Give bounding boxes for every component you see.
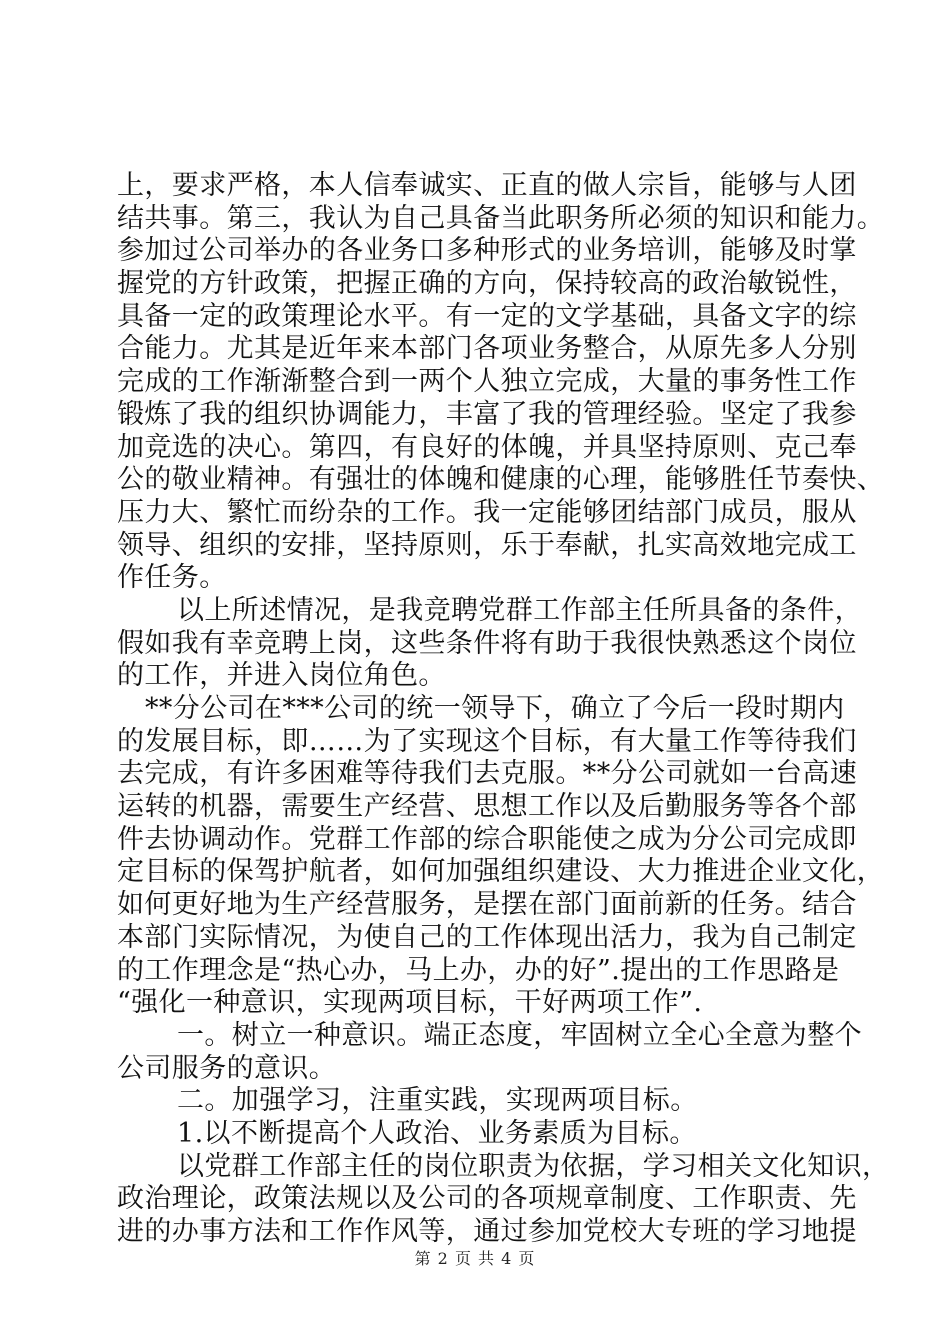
subheading-line: 1.以不断提高个人政治、业务素质为目标。 [177,1117,697,1149]
text-line: 锻炼了我的组织协调能力，丰富了我的管理经验。坚定了我参 [117,398,857,430]
text-line: 上，要求严格，本人信奉诚实、正直的做人宗旨，能够与人团 [117,170,857,201]
document-body [117,170,890,1249]
text-line: 的工作理念是“热心办，马上办，办的好”.提出的工作思路是 [117,954,840,986]
text-line: 本部门实际情况，为使自己的工作体现出活力，我为自己制定 [117,921,857,953]
text-line: 作任务。 [117,562,227,594]
text-line: 的发展目标，即……为了实现这个目标，有大量工作等待我们 [117,725,857,757]
text-line: 的工作，并进入岗位角色。 [117,660,446,692]
text-line: 公司服务的意识。 [117,1052,337,1084]
text-line: 加竞选的决心。第四，有良好的体魄，并具坚持原则、克己奉 [117,431,857,463]
text-line: 定目标的保驾护航者，如何加强组织建设、大力推进企业文化， [117,856,885,888]
text-line: 具备一定的政策理论水平。有一定的文学基础，具备文字的综 [117,300,857,332]
text-line: 参加过公司举办的各业务口多种形式的业务培训，能够及时掌 [117,235,857,267]
text-line: 完成的工作渐渐整合到一两个人独立完成，大量的事务性工作 [117,366,857,398]
text-line: 进的办事方法和工作作风等，通过参加党校大专班的学习地提 [117,1216,857,1247]
text-line: 假如我有幸竞聘上岗，这些条件将有助于我很快熟悉这个岗位 [117,627,857,659]
text-line: “强化一种意识，实现两项目标，干好两项工作”. [117,987,703,1019]
text-line: 运转的机器，需要生产经营、思想工作以及后勤服务等各个部 [117,791,857,823]
text-line: 压力大、繁忙而纷杂的工作。我一定能够团结部门成员，服从 [117,496,857,528]
text-line: 公的敬业精神。有强壮的体魄和健康的心理，能够胜任节奏快、 [117,464,885,496]
text-line: 政治理论，政策法规以及公司的各项规章制度、工作职责、先 [117,1183,857,1215]
paragraph-start-line: **分公司在***公司的统一领导下，确立了今后一段时期内 [145,693,845,724]
heading-line: 一。树立一种意识。端正态度，牢固树立全心全意为整个 [177,1019,862,1051]
text-line: 握党的方针政策，把握正确的方向，保持较高的政治敏锐性， [117,268,857,300]
text-line: 如何更好地为生产经营服务，是摆在部门面前新的任务。结合 [117,889,857,921]
page-number-footer: 第 2 页 共 4 页 [414,1249,536,1268]
text-line: 结共事。第三，我认为自己具备当此职务所必须的知识和能力。 [117,202,885,234]
text-line: 合能力。尤其是近年来本部门各项业务整合，从原先多人分别 [117,333,857,365]
paragraph-start-line: 以党群工作部主任的岗位职责为依据，学习相关文化知识， [177,1150,890,1182]
text-line: 件去协调动作。党群工作部的综合职能使之成为分公司完成即 [117,823,857,855]
text-line: 去完成，有许多困难等待我们去克服。**分公司就如一台高速 [117,758,858,790]
heading-line: 二。加强学习，注重实践，实现两项目标。 [177,1085,698,1117]
text-line: 领导、组织的安排，坚持原则，乐于奉献，扎实高效地完成工 [117,529,857,561]
paragraph-start-line: 以上所述情况，是我竞聘党群工作部主任所具备的条件， [177,594,862,626]
